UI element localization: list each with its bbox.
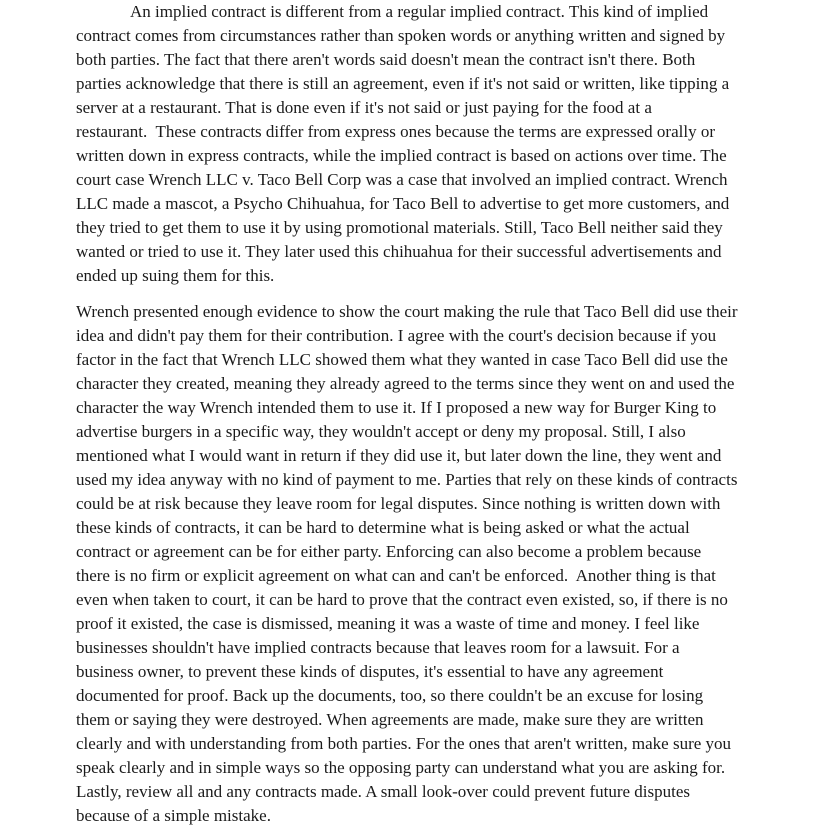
text-line: documented for proof. Back up the documents, too, so there couldn't be an excuse for losing <box>76 686 704 705</box>
text-line: server at a restaurant. That is done even if it's not said or just paying for the food at a <box>76 98 652 117</box>
text-line: could be at risk because they leave room for legal disputes. Since nothing is written down with <box>76 494 721 513</box>
text-line: Lastly, review all and any contracts made. A small look-over could prevent future disputes <box>76 782 691 801</box>
text-line: they tried to get them to use it by using promotional materials. Still, Taco Bell neither said they <box>76 218 723 237</box>
text-line: contract or agreement can be for either party. Enforcing can also become a problem because <box>76 542 702 561</box>
text-line: mentioned what I would want in return if they did use it, but later down the line, they went and <box>76 446 722 465</box>
text-line: Wrench presented enough evidence to show the court making the rule that Taco Bell did use their <box>76 302 738 321</box>
paragraph-spacer <box>76 288 784 300</box>
paragraph-2 <box>76 300 784 828</box>
text-line: used my idea anyway with no kind of payment to me. Parties that rely on these kinds of contracts <box>76 470 738 489</box>
text-line: advertise burgers in a specific way, they wouldn't accept or deny my proposal. Still, I also <box>76 422 686 441</box>
text-line: businesses shouldn't have implied contracts because that leaves room for a lawsuit. For a <box>76 638 680 657</box>
text-line: because of a simple mistake. <box>76 806 271 825</box>
text-line: An implied contract is different from a regular implied contract. This kind of implied <box>130 2 709 21</box>
text-line: court case Wrench LLC v. Taco Bell Corp was a case that involved an implied contract. Wrench <box>76 170 728 189</box>
text-line: character they created, meaning they already agreed to the terms since they went on and used the <box>76 374 735 393</box>
text-line: clearly and with understanding from both parties. For the ones that aren't written, make sure you <box>76 734 732 753</box>
text-line: written down in express contracts, while the implied contract is based on actions over time. The <box>76 146 727 165</box>
text-line: ended up suing them for this. <box>76 266 275 285</box>
text-line: business owner, to prevent these kinds of disputes, it's essential to have any agreement <box>76 662 664 681</box>
text-line: both parties. The fact that there aren't words said doesn't mean the contract isn't there. Both <box>76 50 696 69</box>
text-line: idea and didn't pay them for their contribution. I agree with the court's decision because if you <box>76 326 717 345</box>
text-line: even when taken to court, it can be hard to prove that the contract even existed, so, if there is no <box>76 590 728 609</box>
text-line: contract comes from circumstances rather than spoken words or anything written and signed by <box>76 26 726 45</box>
text-line: factor in the fact that Wrench LLC showed them what they wanted in case Taco Bell did use the <box>76 350 728 369</box>
text-line: character the way Wrench intended them to use it. If I proposed a new way for Burger King to <box>76 398 717 417</box>
text-line: proof it existed, the case is dismissed, meaning it was a waste of time and money. I feel like <box>76 614 700 633</box>
paragraph-1 <box>76 0 784 288</box>
text-line: wanted or tried to use it. They later used this chihuahua for their successful advertisements and <box>76 242 722 261</box>
document-body <box>76 0 784 828</box>
text-line: there is no firm or explicit agreement on what can and can't be enforced. Another thing is that <box>76 566 716 585</box>
text-line: restaurant. These contracts differ from express ones because the terms are expressed orally or <box>76 122 715 141</box>
text-line: these kinds of contracts, it can be hard to determine what is being asked or what the actual <box>76 518 690 537</box>
text-line: speak clearly and in simple ways so the opposing party can understand what you are asking for. <box>76 758 726 777</box>
text-line: LLC made a mascot, a Psycho Chihuahua, for Taco Bell to advertise to get more customers, and <box>76 194 730 213</box>
text-line: them or saying they were destroyed. When agreements are made, make sure they are written <box>76 710 704 729</box>
text-line: parties acknowledge that there is still an agreement, even if it's not said or written, like tipping a <box>76 74 730 93</box>
